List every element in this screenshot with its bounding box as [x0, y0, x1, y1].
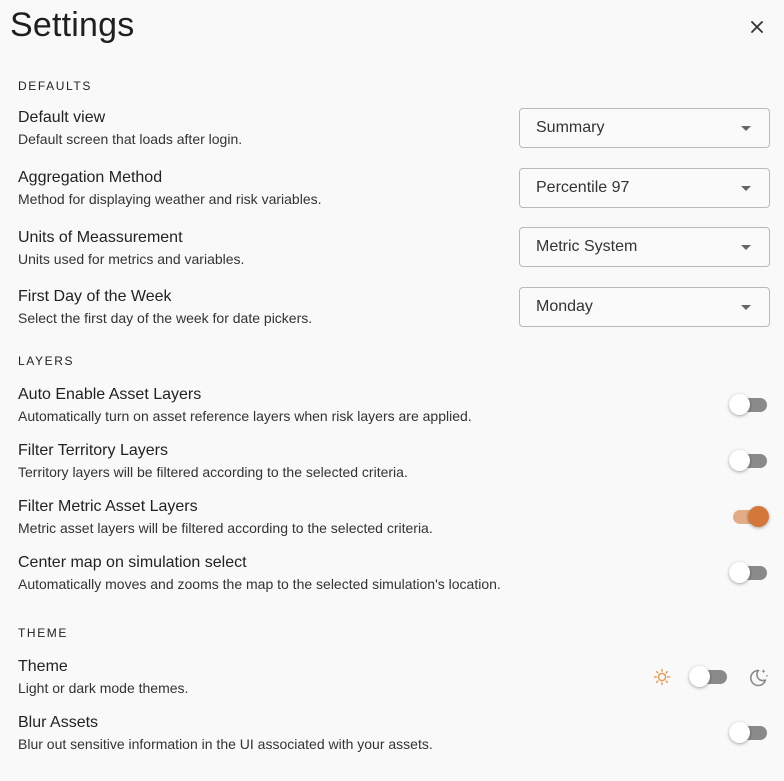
- toggle-knob: [729, 450, 750, 471]
- setting-label: Blur Assets: [18, 714, 99, 731]
- aggregation-method-select[interactable]: [519, 168, 770, 208]
- toggle-knob: [729, 562, 750, 583]
- setting-auto-enable-asset-layers: [18, 385, 770, 426]
- section-layers: LAYERS: [18, 354, 75, 368]
- units-select[interactable]: [519, 227, 770, 267]
- setting-description: Units used for metrics and variables.: [18, 251, 245, 267]
- setting-center-map: [18, 553, 770, 594]
- toggle-knob: [729, 722, 750, 743]
- select-value: Summary: [536, 119, 605, 136]
- setting-label: Units of Meassurement: [18, 229, 183, 246]
- caret-down-icon: [741, 245, 751, 250]
- setting-filter-territory-layers: [18, 441, 770, 482]
- setting-blur-assets: [18, 713, 770, 754]
- moon-stars-icon: [746, 665, 770, 689]
- toggle-knob: [748, 506, 769, 527]
- setting-label: Default view: [18, 109, 106, 126]
- filter-metric-asset-layers-toggle[interactable]: [729, 505, 769, 529]
- setting-label: Theme: [18, 658, 68, 675]
- setting-description: Default screen that loads after login.: [18, 131, 243, 147]
- select-value: Monday: [536, 298, 593, 315]
- first-day-select[interactable]: [519, 287, 770, 327]
- page-title: Settings: [10, 6, 135, 44]
- auto-enable-asset-layers-toggle[interactable]: [729, 393, 769, 417]
- select-value: Metric System: [536, 238, 638, 255]
- theme-toggle[interactable]: [689, 665, 729, 689]
- setting-description: Territory layers will be filtered according to the selected criteria.: [18, 464, 408, 480]
- toggle-knob: [689, 666, 710, 687]
- section-theme: THEME: [18, 626, 68, 640]
- center-map-toggle[interactable]: [729, 561, 769, 585]
- caret-down-icon: [741, 126, 751, 131]
- default-view-select[interactable]: [519, 108, 770, 148]
- setting-description: Automatically moves and zooms the map to the selected simulation's location.: [18, 576, 501, 592]
- setting-label: Center map on simulation select: [18, 554, 247, 571]
- setting-label: Auto Enable Asset Layers: [18, 386, 202, 403]
- close-icon: [751, 21, 763, 33]
- toggle-knob: [729, 394, 750, 415]
- section-defaults: DEFAULTS: [18, 79, 92, 93]
- filter-territory-layers-toggle[interactable]: [729, 449, 769, 473]
- setting-description: Blur out sensitive information in the UI associated with your assets.: [18, 736, 433, 752]
- caret-down-icon: [741, 305, 751, 310]
- setting-description: Metric asset layers will be filtered according to the selected criteria.: [18, 520, 433, 536]
- setting-description: Light or dark mode themes.: [18, 680, 189, 696]
- setting-label: Aggregation Method: [18, 169, 163, 186]
- setting-filter-metric-asset-layers: [18, 497, 770, 538]
- setting-description: Automatically turn on asset reference layers when risk layers are applied.: [18, 408, 472, 424]
- setting-description: Method for displaying weather and risk variables.: [18, 191, 322, 207]
- select-value: Percentile 97: [536, 179, 630, 196]
- close-button[interactable]: [746, 16, 768, 38]
- setting-label: Filter Territory Layers: [18, 442, 168, 459]
- setting-description: Select the first day of the week for date pickers.: [18, 310, 313, 326]
- caret-down-icon: [741, 186, 751, 191]
- blur-assets-toggle[interactable]: [729, 721, 769, 745]
- setting-label: Filter Metric Asset Layers: [18, 498, 198, 515]
- setting-label: First Day of the Week: [18, 288, 172, 305]
- sun-icon: [652, 667, 672, 687]
